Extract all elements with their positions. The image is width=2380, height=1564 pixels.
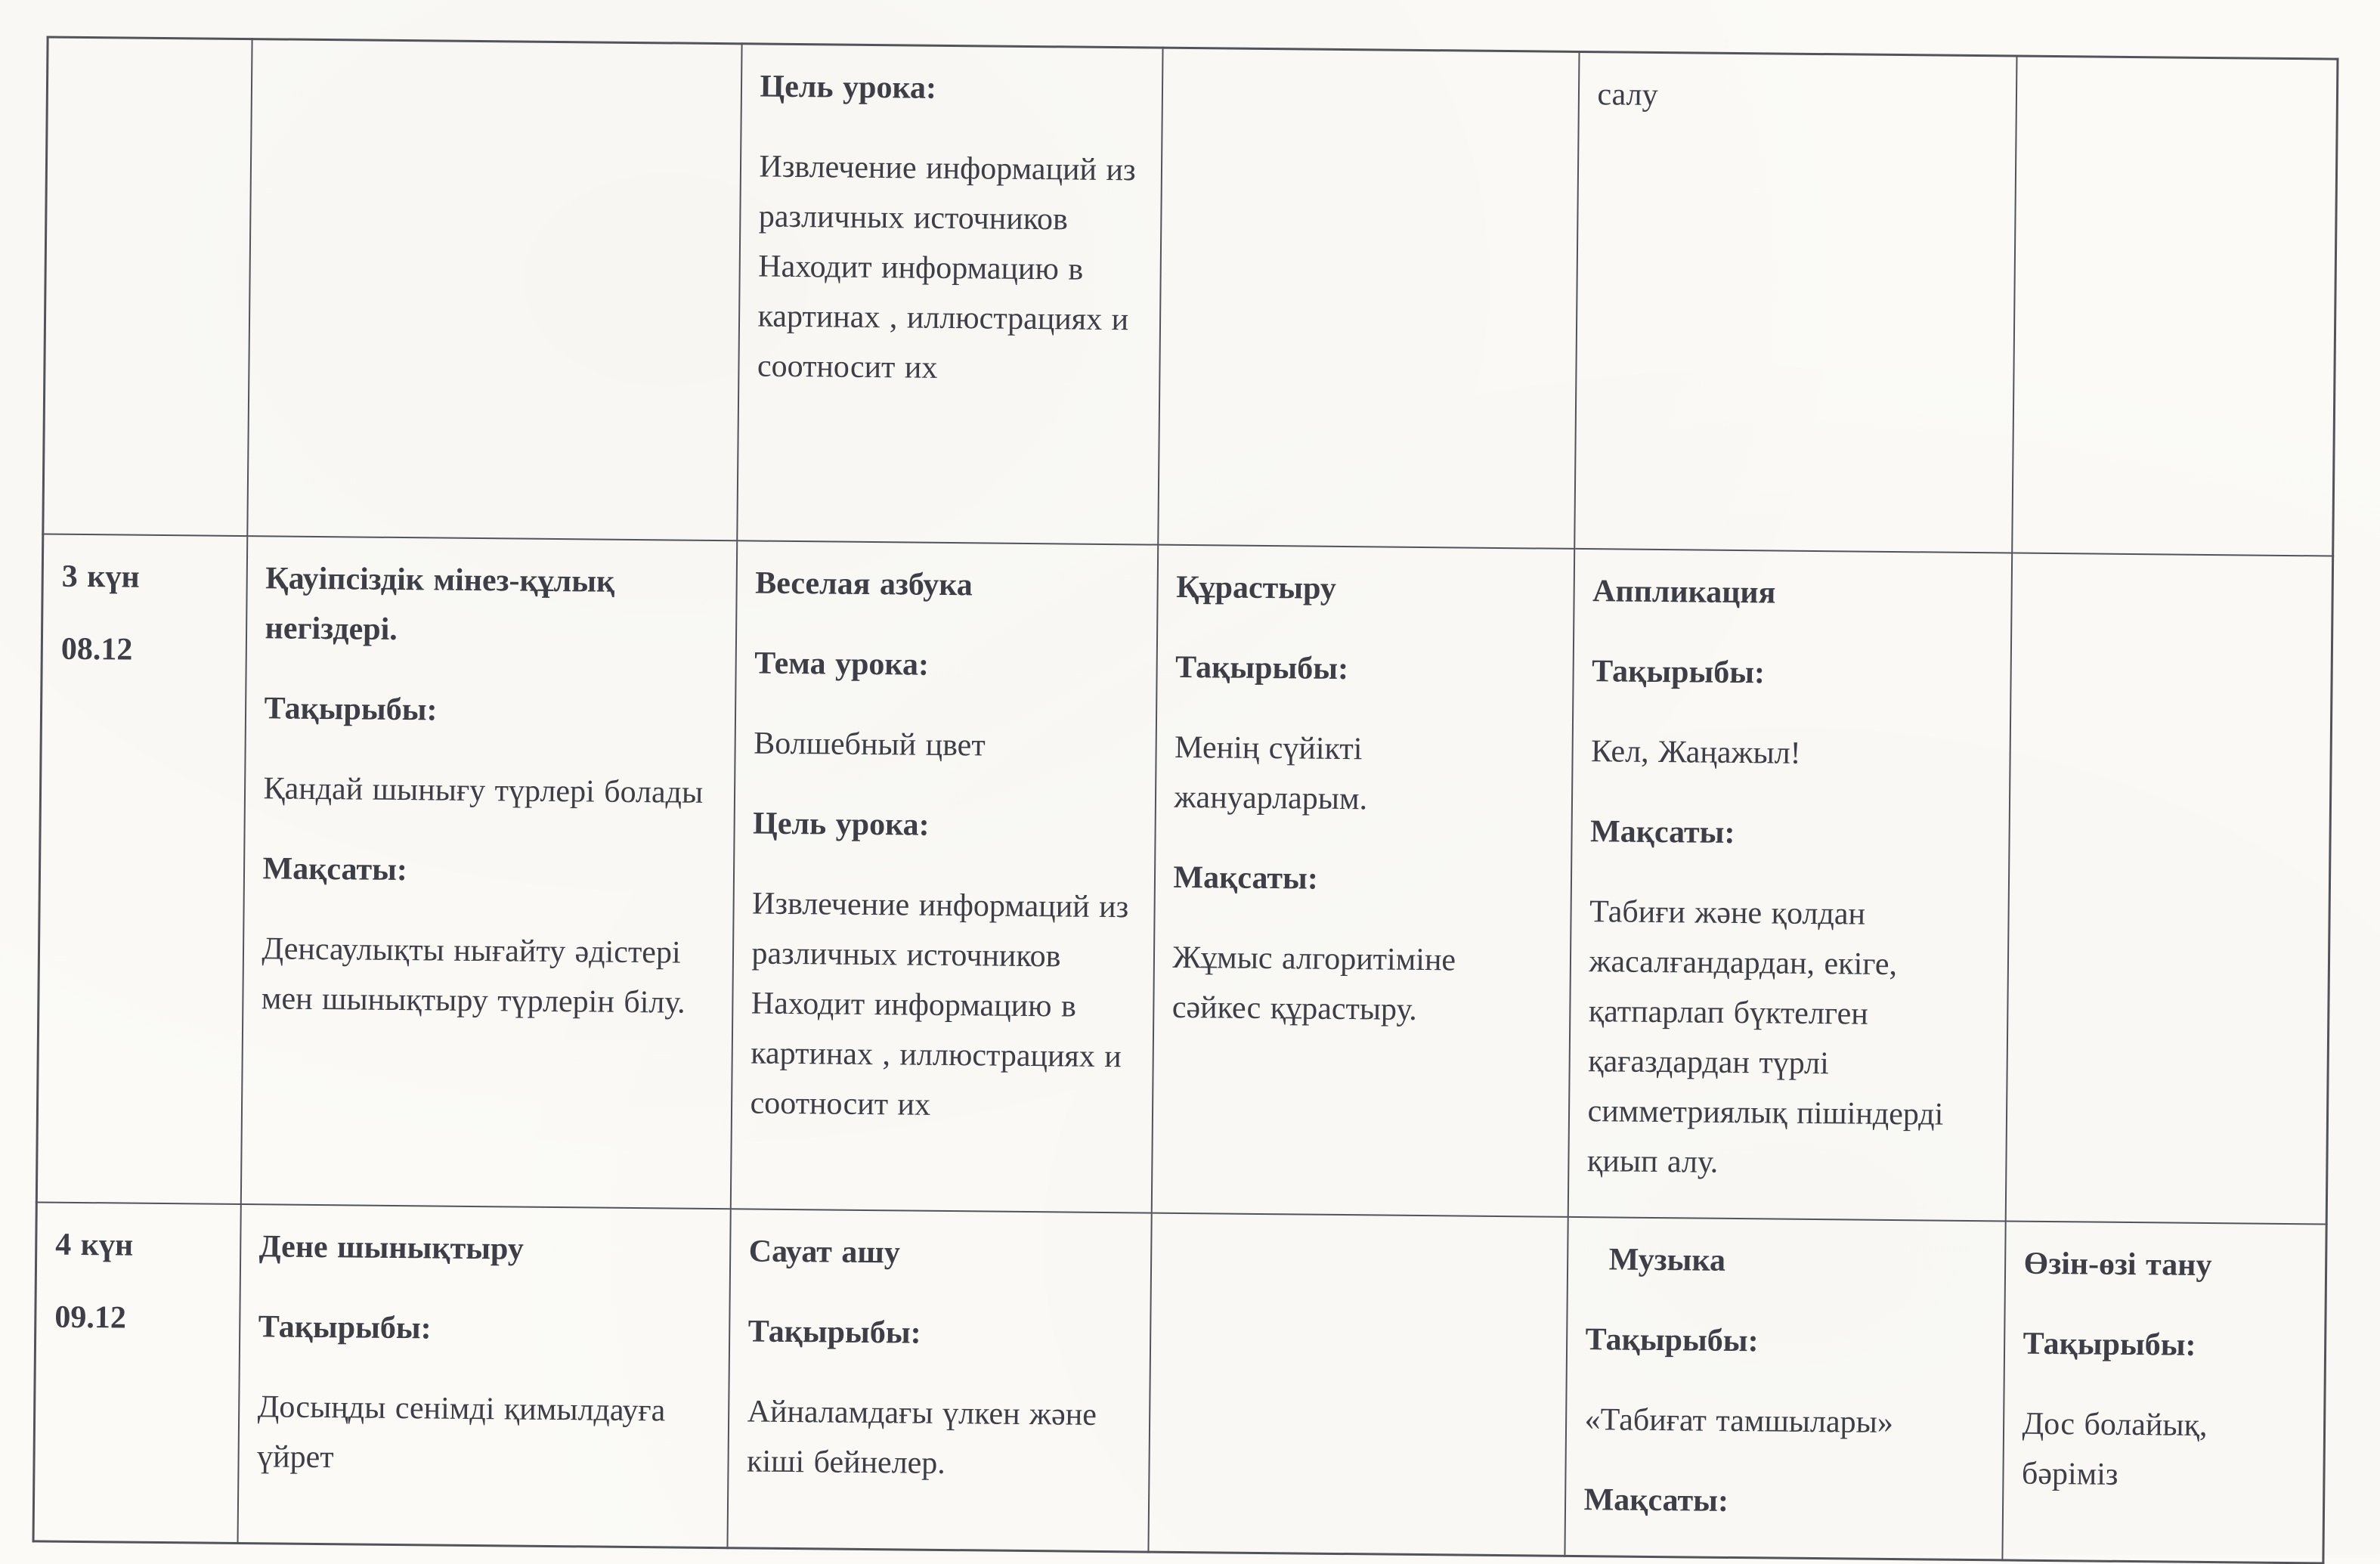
goal-label: Мақсаты: [1583, 1475, 1984, 1528]
cell-col4-blank [1158, 48, 1579, 548]
topic-text: «Табиғат тамшылары» [1584, 1395, 1985, 1448]
cell-safety-basics [240, 536, 736, 1209]
cell-day-4 [33, 1202, 240, 1543]
subject-title: Құрастыру [1176, 562, 1555, 615]
date-label: 08.12 [61, 624, 227, 675]
subject-title: Қауіпсіздік мінез-құлық негіздері. [265, 553, 717, 658]
goal-label: Цель урока: [760, 62, 1144, 116]
cell-col4-blank [1148, 1212, 1568, 1556]
day-label: 4 күн [55, 1219, 221, 1271]
cell-day-3 [36, 534, 246, 1204]
cell-merry-alphabet [730, 540, 1157, 1212]
goal-text: Извлечение информаций из различных источников Находит информацию в картинах , иллюстрациях и соотносит их [757, 142, 1143, 395]
cell-construction [1151, 544, 1574, 1216]
date-label: 09.12 [54, 1292, 221, 1343]
topic-label: Тақырыбы: [1585, 1315, 1985, 1368]
topic-text: Айналамдағы үлкен және кіші бейнелер. [747, 1386, 1131, 1490]
cell-literacy [727, 1209, 1151, 1552]
topic-label: Тема урока: [754, 638, 1138, 692]
cell-lesson-goal-carryover [737, 44, 1162, 544]
topic-text: Қандай шынығу түрлері болады [263, 763, 716, 818]
cell-col2-blank [247, 39, 741, 540]
goal-label: Мақсаты: [262, 844, 715, 898]
cell-applique [1568, 548, 2011, 1221]
cell-col6-blank [2012, 56, 2338, 556]
lesson-plan-table [32, 36, 2339, 1564]
topic-text: Волшебный цвет [754, 718, 1137, 772]
goal-text: Табиғи және қолдан жасалғандардан, екіге, қатпарлап бүктелген қағаздардан түрлі симметриялық пішіндерді қиып алу. [1587, 887, 1990, 1190]
topic-label: Тақырыбы: [258, 1302, 710, 1356]
topic-label: Тақырыбы: [1592, 646, 1992, 700]
topic-label: Тақырыбы: [747, 1306, 1131, 1360]
topic-label: Тақырыбы: [1175, 642, 1555, 695]
topic-label: Тақырыбы: [2023, 1318, 2306, 1371]
goal-text: Денсаулықты нығайту әдістері мен шынықтыру түрлерін білу. [262, 924, 714, 1028]
table-row-carryover [43, 37, 2338, 556]
topic-text: Кел, Жаңажыл! [1591, 726, 1992, 780]
table-row-day-3 [36, 534, 2332, 1224]
cell-self-knowledge [2002, 1221, 2326, 1563]
topic-text: Дос болайық, бәріміз [2022, 1398, 2306, 1501]
cell-music [1564, 1216, 2005, 1559]
table-row-day-4 [33, 1202, 2326, 1563]
topic-label: Тақырыбы: [264, 683, 716, 738]
cell-col6-blank [2005, 553, 2332, 1224]
goal-text: Извлечение информаций из различных источников Находит информацию в картинах , иллюстрациях и соотносит их [750, 878, 1135, 1132]
cell-applique-carryover [1574, 51, 2016, 553]
subject-title: Веселая азбука [755, 558, 1139, 612]
goal-label: Мақсаты: [1590, 807, 1991, 860]
day-label: 3 күн [61, 551, 227, 602]
subject-title: Өзін-өзі тану [2023, 1238, 2307, 1291]
goal-label: Мақсаты: [1173, 852, 1552, 906]
topic-text: Досыңды сенімді қимылдауға үйрет [257, 1382, 710, 1486]
subject-title: Музыка [1586, 1234, 1986, 1288]
subject-title: Сауат ашу [748, 1226, 1132, 1280]
goal-label: Цель урока: [753, 798, 1137, 852]
subject-title: Аппликация [1592, 566, 1993, 620]
subject-title: Дене шынықтыру [258, 1222, 711, 1276]
goal-text: Жұмыс алгоритіміне сәйкес құрастыру. [1172, 932, 1552, 1036]
carryover-text: салу [1597, 70, 1998, 123]
cell-physical-training [237, 1204, 730, 1548]
topic-text: Менің сүйікті жануарларым. [1174, 722, 1553, 825]
cell-day-blank [43, 37, 252, 536]
